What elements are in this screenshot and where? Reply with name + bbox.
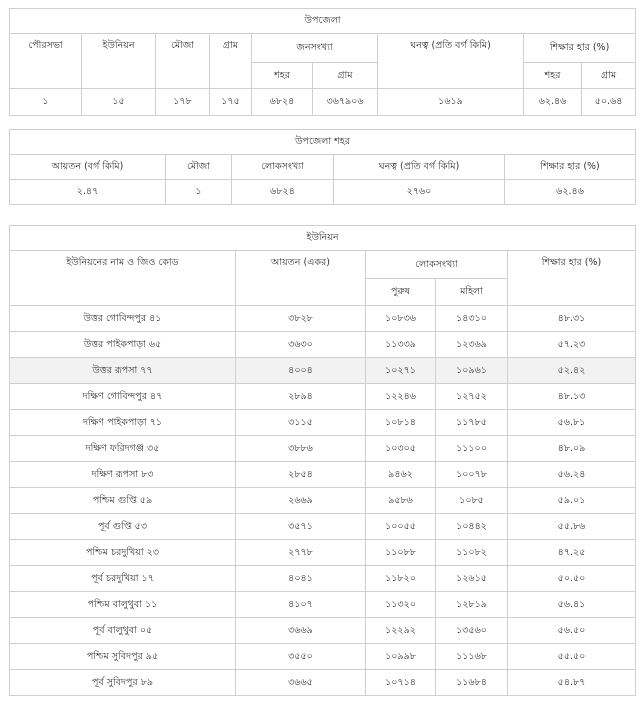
value-pop-rural: ৩৬৭৯০৬ (313, 89, 378, 116)
union-literacy-cell: ৪৮.০৯ (508, 436, 636, 462)
union-literacy-cell: ৫৬.২৪ (508, 462, 636, 488)
union-area-cell: ৩৫৭১ (236, 514, 366, 540)
unions-header-population: লোকসংখ্যা (366, 251, 508, 279)
union-area-cell: ২৮৯৪ (236, 384, 366, 410)
union-name-cell: পশ্চিম বালুথুবা ১১ (10, 592, 236, 618)
union-literacy-cell: ৫৬.৪১ (508, 592, 636, 618)
union-female-cell: ১২৮১৯ (436, 592, 508, 618)
table-row (10, 644, 636, 670)
union-name-cell: দক্ষিণ ফরিদগঞ্জ ৩৫ (10, 436, 236, 462)
table-row (10, 358, 636, 384)
value-lit-rural: ৫০.৬৪ (582, 89, 636, 116)
union-name-cell: পূর্ব বালুথুবা ০৫ (10, 618, 236, 644)
unions-table (9, 225, 636, 696)
header-lit-rural: গ্রাম (582, 63, 636, 89)
unions-header-area: আয়তন (একর) (236, 251, 366, 306)
union-area-cell: ৩৮৮৬ (236, 436, 366, 462)
union-area-cell: ২৬৬৯ (236, 488, 366, 514)
table-row (10, 670, 636, 696)
union-name-cell: পশ্চিম চরদুখিয়া ২৩ (10, 540, 236, 566)
value-gram: ১৭৫ (210, 89, 252, 116)
value-mouza: ১৭৮ (156, 89, 210, 116)
town-value-area: ২.৪৭ (10, 180, 166, 205)
union-literacy-cell: ৫২.৪২ (508, 358, 636, 384)
union-literacy-cell: ৫৭.২৩ (508, 332, 636, 358)
town-value-population: ৬৮২৪ (232, 180, 334, 205)
union-name-cell: দক্ষিণ পাইকপাড়া ৭১ (10, 410, 236, 436)
union-area-cell: ২৮৫৪ (236, 462, 366, 488)
union-literacy-cell: ৫৯.০১ (508, 488, 636, 514)
town-header-density: ঘনত্ব (প্রতি বর্গ কিমি) (334, 155, 505, 180)
union-male-cell: ১০৮৩৬ (366, 306, 436, 332)
union-female-cell: ১০০৭৮ (436, 462, 508, 488)
union-area-cell: ৩১১৫ (236, 410, 366, 436)
union-literacy-cell: ৫০.৫০ (508, 566, 636, 592)
union-female-cell: ১১৬৮৪ (436, 670, 508, 696)
union-name-cell: পূর্ব সুবিদপুর ৮৯ (10, 670, 236, 696)
union-name-cell: উত্তর গোবিন্দপুর ৪১ (10, 306, 236, 332)
union-literacy-cell: ৫৫.৮৬ (508, 514, 636, 540)
upazila-table (9, 8, 636, 116)
union-area-cell: ৪১০৭ (236, 592, 366, 618)
union-literacy-cell: ৪৮.১৩ (508, 384, 636, 410)
header-pourashava: পৌরসভা (10, 34, 82, 89)
union-area-cell: ৩৬৩০ (236, 332, 366, 358)
town-header-literacy: শিক্ষার হার (%) (505, 155, 636, 180)
union-male-cell: ১০২৭১ (366, 358, 436, 384)
town-value-mouza: ১ (166, 180, 232, 205)
table-row (10, 618, 636, 644)
header-gram: গ্রাম (210, 34, 252, 89)
value-pop-urban: ৬৮২৪ (252, 89, 313, 116)
town-header-population: লোকসংখ্যা (232, 155, 334, 180)
union-male-cell: ১১০৮৮ (366, 540, 436, 566)
union-area-cell: ২৭৭৮ (236, 540, 366, 566)
unions-header-literacy: শিক্ষার হার (%) (508, 251, 636, 306)
union-literacy-cell: ৫৪.৮৭ (508, 670, 636, 696)
town-values-row (10, 180, 636, 205)
union-area-cell: ৩৬৬৫ (236, 670, 366, 696)
union-female-cell: ১১১৬৮ (436, 644, 508, 670)
table-row (10, 592, 636, 618)
union-name-cell: পূর্ব গুপ্তি ৫৩ (10, 514, 236, 540)
table-row (10, 384, 636, 410)
union-female-cell: ১০৮৫ (436, 488, 508, 514)
header-literacy: শিক্ষার হার (%) (524, 34, 636, 63)
header-union: ইউনিয়ন (82, 34, 156, 89)
union-literacy-cell: ৪৭.২৫ (508, 540, 636, 566)
union-literacy-cell: ৫৬.৮১ (508, 410, 636, 436)
union-male-cell: ১০৯৯৮ (366, 644, 436, 670)
value-pourashava: ১ (10, 89, 82, 116)
union-name-cell: পূর্ব চরদুখিয়া ১৭ (10, 566, 236, 592)
header-pop-rural: গ্রাম (313, 63, 378, 89)
union-female-cell: ১১১০০ (436, 436, 508, 462)
town-value-literacy: ৬২.৪৬ (505, 180, 636, 205)
table-row (10, 462, 636, 488)
table-row (10, 332, 636, 358)
union-female-cell: ১৪৩১০ (436, 306, 508, 332)
union-male-cell: ১০৭১৪ (366, 670, 436, 696)
header-density: ঘনত্ব (প্রতি বর্গ কিমি) (378, 34, 524, 89)
union-area-cell: ৪০০৪ (236, 358, 366, 384)
union-female-cell: ১২৩৬৯ (436, 332, 508, 358)
union-male-cell: ১২২৪৬ (366, 384, 436, 410)
upazila-town-table (9, 129, 636, 205)
union-area-cell: ৩৫৫০ (236, 644, 366, 670)
unions-header-male: পুরুষ (366, 279, 436, 306)
union-name-cell: দক্ষিণ রূপসা ৮৩ (10, 462, 236, 488)
table-row (10, 410, 636, 436)
union-male-cell: ১১৩২০ (366, 592, 436, 618)
table-row (10, 566, 636, 592)
union-literacy-cell: ৫৫.৫০ (508, 644, 636, 670)
table-row (10, 540, 636, 566)
union-name-cell: উত্তর পাইকপাড়া ৬৫ (10, 332, 236, 358)
union-name-cell: উত্তর রূপসা ৭৭ (10, 358, 236, 384)
union-female-cell: ১০৯৬১ (436, 358, 508, 384)
header-mouza: মৌজা (156, 34, 210, 89)
union-female-cell: ১১৭৮৫ (436, 410, 508, 436)
town-header-area: আয়তন (বর্গ কিমি) (10, 155, 166, 180)
union-female-cell: ১৩৫৬০ (436, 618, 508, 644)
value-density: ১৬১৯ (378, 89, 524, 116)
union-male-cell: ৯৪৬২ (366, 462, 436, 488)
header-population: জনসংখ্যা (252, 34, 378, 63)
union-area-cell: ৪০৪১ (236, 566, 366, 592)
header-lit-urban: শহর (524, 63, 582, 89)
union-name-cell: পশ্চিম গুপ্তি ৫৯ (10, 488, 236, 514)
table-row (10, 514, 636, 540)
union-female-cell: ১২৬১৫ (436, 566, 508, 592)
union-area-cell: ৩৮২৮ (236, 306, 366, 332)
union-female-cell: ১২৭৫২ (436, 384, 508, 410)
union-name-cell: দক্ষিণ গোবিন্দপুর ৪৭ (10, 384, 236, 410)
table-row (10, 306, 636, 332)
value-union: ১৫ (82, 89, 156, 116)
upazila-title: উপজেলা (10, 9, 636, 34)
unions-header-female: মহিলা (436, 279, 508, 306)
header-pop-urban: শহর (252, 63, 313, 89)
union-literacy-cell: ৫৬.৫০ (508, 618, 636, 644)
union-female-cell: ১০৪৪২ (436, 514, 508, 540)
unions-header-name: ইউনিয়নের নাম ও জিও কোড (10, 251, 236, 306)
union-male-cell: ১০০৫৫ (366, 514, 436, 540)
table-row (10, 436, 636, 462)
town-header-mouza: মৌজা (166, 155, 232, 180)
union-male-cell: ১০৩০৫ (366, 436, 436, 462)
table-row (10, 488, 636, 514)
unions-title: ইউনিয়ন (10, 226, 636, 251)
union-male-cell: ১০৮১৪ (366, 410, 436, 436)
union-male-cell: ১১৩৩৯ (366, 332, 436, 358)
upazila-town-title: উপজেলা শহর (10, 130, 636, 155)
union-male-cell: ৯৫৮৬ (366, 488, 436, 514)
value-lit-urban: ৬২.৪৬ (524, 89, 582, 116)
union-literacy-cell: ৪৮.৩১ (508, 306, 636, 332)
union-female-cell: ১১০৮২ (436, 540, 508, 566)
town-value-density: ২৭৬০ (334, 180, 505, 205)
union-area-cell: ৩৬৬৯ (236, 618, 366, 644)
upazila-values-row (10, 89, 636, 116)
union-name-cell: পশ্চিম সুবিদপুর ৯৫ (10, 644, 236, 670)
union-male-cell: ১২২৯২ (366, 618, 436, 644)
union-male-cell: ১১৮২০ (366, 566, 436, 592)
